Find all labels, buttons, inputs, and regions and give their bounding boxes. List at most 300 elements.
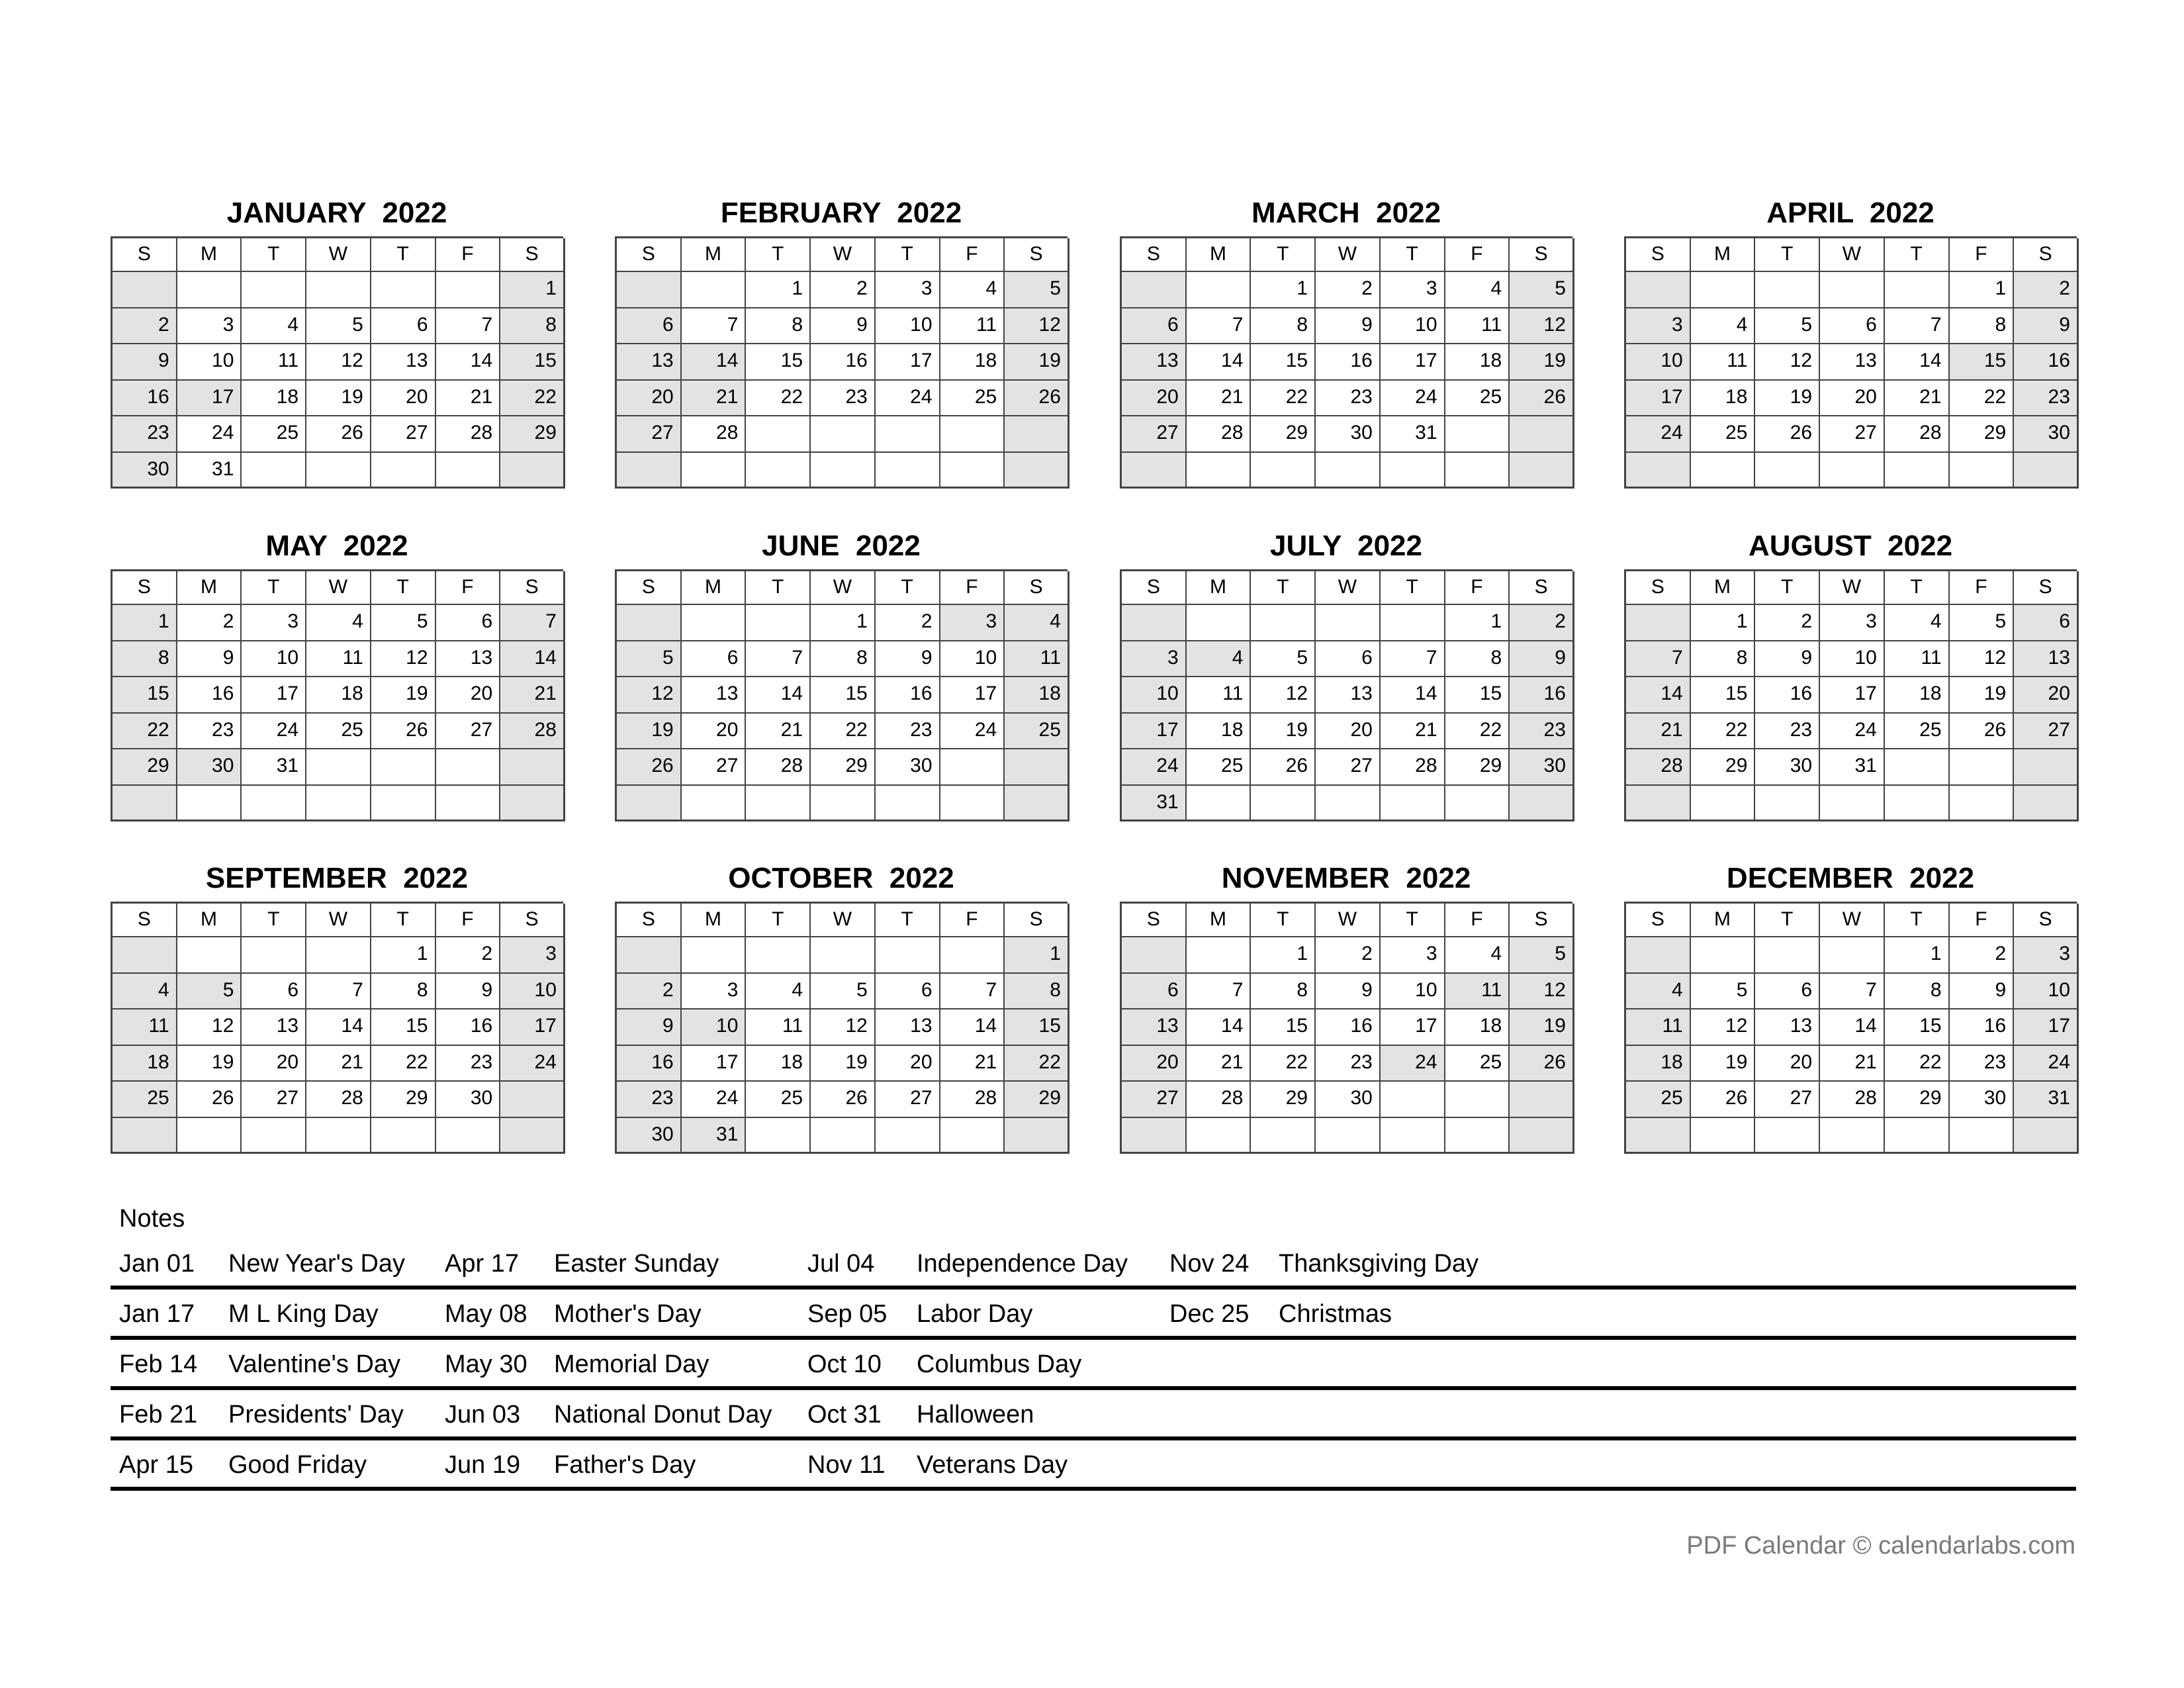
empty-day-cell <box>371 453 436 489</box>
day-cell: 28 <box>306 1082 371 1118</box>
empty-day-cell <box>1381 786 1445 822</box>
month-january <box>111 197 563 489</box>
day-cell: 10 <box>1381 308 1445 345</box>
day-cell: 24 <box>1381 1046 1445 1082</box>
empty-day-cell <box>876 786 940 822</box>
weekday-header: W <box>306 904 371 937</box>
holiday-name: Labor Day <box>917 1300 1033 1328</box>
weekday-header: T <box>746 904 811 937</box>
day-cell: 3 <box>1122 641 1187 678</box>
weekday-header: F <box>1950 904 2015 937</box>
empty-day-cell <box>1950 749 2015 786</box>
weekday-header: T <box>746 571 811 605</box>
day-cell: 21 <box>940 1046 1005 1082</box>
empty-day-cell <box>436 1118 501 1154</box>
weekday-header: M <box>1187 571 1251 605</box>
weekday-header: T <box>242 904 306 937</box>
day-cell: 17 <box>876 344 940 381</box>
empty-day-cell <box>1445 453 1510 489</box>
day-cell: 1 <box>811 605 876 641</box>
empty-day-cell <box>1005 786 1069 822</box>
weekday-header: S <box>500 571 565 605</box>
empty-day-cell <box>242 1118 306 1154</box>
empty-day-cell <box>876 937 940 974</box>
day-cell: 2 <box>1755 605 1820 641</box>
day-cell: 4 <box>242 308 306 345</box>
weekday-header: T <box>1381 904 1445 937</box>
day-cell: 24 <box>1381 381 1445 417</box>
day-cell: 27 <box>436 714 501 750</box>
day-cell: 5 <box>1691 974 1756 1010</box>
day-cell: 4 <box>1885 605 1950 641</box>
month-name: JUNE <box>762 530 840 562</box>
day-cell: 19 <box>1005 344 1069 381</box>
day-cell: 16 <box>811 344 876 381</box>
day-cell: 8 <box>1251 308 1316 345</box>
day-cell: 18 <box>1445 344 1510 381</box>
day-cell: 7 <box>1381 641 1445 678</box>
day-cell: 24 <box>177 416 242 453</box>
month-grid <box>1624 236 2077 489</box>
day-cell: 14 <box>1187 344 1251 381</box>
day-cell: 25 <box>1691 416 1756 453</box>
empty-day-cell <box>1316 1118 1381 1154</box>
day-cell: 19 <box>371 677 436 714</box>
day-cell: 1 <box>1691 605 1756 641</box>
day-cell: 8 <box>1950 308 2015 345</box>
month-year: 2022 <box>1376 197 1441 229</box>
day-cell: 15 <box>1885 1009 1950 1046</box>
empty-day-cell <box>1251 605 1316 641</box>
day-cell: 5 <box>811 974 876 1010</box>
day-cell: 28 <box>746 749 811 786</box>
day-cell: 20 <box>1820 381 1885 417</box>
month-title <box>615 862 1068 895</box>
month-september <box>111 862 563 1154</box>
day-cell: 28 <box>1187 416 1251 453</box>
day-cell: 8 <box>371 974 436 1010</box>
day-cell: 29 <box>500 416 565 453</box>
day-cell: 14 <box>500 641 565 678</box>
empty-day-cell <box>1005 416 1069 453</box>
day-cell: 20 <box>242 1046 306 1082</box>
day-cell: 8 <box>500 308 565 345</box>
empty-day-cell <box>306 453 371 489</box>
day-cell: 26 <box>1251 749 1316 786</box>
day-cell: 12 <box>1691 1009 1756 1046</box>
holiday-name: Columbus Day <box>917 1350 1082 1378</box>
weekday-header: T <box>1251 904 1316 937</box>
day-cell: 19 <box>811 1046 876 1082</box>
empty-day-cell <box>811 1118 876 1154</box>
day-cell: 11 <box>113 1009 177 1046</box>
day-cell: 10 <box>876 308 940 345</box>
day-cell: 16 <box>876 677 940 714</box>
holiday-name: M L King Day <box>228 1300 379 1328</box>
empty-day-cell <box>746 786 811 822</box>
day-cell: 13 <box>2014 641 2079 678</box>
empty-day-cell <box>1381 453 1445 489</box>
day-cell: 15 <box>1005 1009 1069 1046</box>
day-cell: 13 <box>876 1009 940 1046</box>
day-cell: 13 <box>436 641 501 678</box>
day-cell: 20 <box>1122 1046 1187 1082</box>
day-cell: 6 <box>1820 308 1885 345</box>
day-cell: 11 <box>1691 344 1756 381</box>
day-cell: 6 <box>682 641 747 678</box>
day-cell: 10 <box>940 641 1005 678</box>
day-cell: 26 <box>1510 381 1574 417</box>
empty-day-cell <box>1005 453 1069 489</box>
empty-day-cell <box>617 605 682 641</box>
day-cell: 14 <box>306 1009 371 1046</box>
day-cell: 24 <box>1122 749 1187 786</box>
month-grid <box>615 569 1068 821</box>
day-cell: 8 <box>811 641 876 678</box>
day-cell: 19 <box>1510 1009 1574 1046</box>
day-cell: 16 <box>2014 344 2079 381</box>
day-cell: 13 <box>1755 1009 1820 1046</box>
day-cell: 3 <box>682 974 747 1010</box>
weekday-header: W <box>811 904 876 937</box>
empty-day-cell <box>1187 453 1251 489</box>
month-may <box>111 530 563 821</box>
weekday-header: F <box>1445 904 1510 937</box>
day-cell: 19 <box>306 381 371 417</box>
day-cell: 4 <box>1691 308 1756 345</box>
month-grid <box>615 902 1068 1154</box>
weekday-header: F <box>1445 571 1510 605</box>
weekday-header: M <box>682 238 747 272</box>
day-cell: 10 <box>242 641 306 678</box>
day-cell: 13 <box>371 344 436 381</box>
weekday-header: T <box>876 904 940 937</box>
day-cell: 4 <box>940 272 1005 308</box>
weekday-header: M <box>1187 238 1251 272</box>
weekday-header: S <box>500 904 565 937</box>
day-cell: 6 <box>1122 974 1187 1010</box>
month-grid <box>1624 569 2077 821</box>
empty-day-cell <box>617 453 682 489</box>
day-cell: 26 <box>1755 416 1820 453</box>
day-cell: 22 <box>1691 714 1756 750</box>
empty-day-cell <box>1510 416 1574 453</box>
day-cell: 18 <box>746 1046 811 1082</box>
day-cell: 3 <box>1820 605 1885 641</box>
day-cell: 19 <box>1950 677 2015 714</box>
empty-day-cell <box>1626 1118 1691 1154</box>
holiday-entry <box>119 1349 400 1380</box>
day-cell: 2 <box>811 272 876 308</box>
footer-credit: PDF Calendar © calendarlabs.com <box>1686 1532 2075 1560</box>
day-cell: 11 <box>1187 677 1251 714</box>
day-cell: 21 <box>682 381 747 417</box>
weekday-header: T <box>371 571 436 605</box>
holiday-name: Good Friday <box>228 1451 367 1479</box>
empty-day-cell <box>1820 937 1885 974</box>
day-cell: 14 <box>1820 1009 1885 1046</box>
day-cell: 5 <box>177 974 242 1010</box>
day-cell: 22 <box>1005 1046 1069 1082</box>
day-cell: 2 <box>617 974 682 1010</box>
day-cell: 8 <box>1885 974 1950 1010</box>
day-cell: 5 <box>371 605 436 641</box>
empty-day-cell <box>682 937 747 974</box>
day-cell: 26 <box>1950 714 2015 750</box>
weekday-header: W <box>1316 238 1381 272</box>
day-cell: 26 <box>1005 381 1069 417</box>
day-cell: 27 <box>1316 749 1381 786</box>
day-cell: 8 <box>746 308 811 345</box>
weekday-header: S <box>617 904 682 937</box>
day-cell: 8 <box>113 641 177 678</box>
day-cell: 16 <box>1950 1009 2015 1046</box>
empty-day-cell <box>682 605 747 641</box>
day-cell: 9 <box>1950 974 2015 1010</box>
empty-day-cell <box>1626 605 1691 641</box>
day-cell: 3 <box>876 272 940 308</box>
empty-day-cell <box>876 1118 940 1154</box>
weekday-header: S <box>1122 904 1187 937</box>
weekday-header: M <box>177 571 242 605</box>
day-cell: 17 <box>1122 714 1187 750</box>
day-cell: 23 <box>2014 381 2079 417</box>
day-cell: 5 <box>1510 272 1574 308</box>
day-cell: 4 <box>1005 605 1069 641</box>
day-cell: 18 <box>940 344 1005 381</box>
empty-day-cell <box>436 272 501 308</box>
day-cell: 6 <box>1316 641 1381 678</box>
day-cell: 4 <box>1445 272 1510 308</box>
day-cell: 20 <box>1755 1046 1820 1082</box>
day-cell: 25 <box>940 381 1005 417</box>
empty-day-cell <box>811 453 876 489</box>
day-cell: 5 <box>617 641 682 678</box>
weekday-header: W <box>306 571 371 605</box>
day-cell: 26 <box>1691 1082 1756 1118</box>
empty-day-cell <box>1885 1118 1950 1154</box>
empty-day-cell <box>1691 453 1756 489</box>
day-cell: 25 <box>113 1082 177 1118</box>
month-march <box>1120 197 1572 489</box>
day-cell: 30 <box>617 1118 682 1154</box>
holiday-date: May 30 <box>445 1350 527 1378</box>
month-name: MAY <box>265 530 328 562</box>
day-cell: 24 <box>2014 1046 2079 1082</box>
month-year: 2022 <box>889 862 954 894</box>
day-cell: 25 <box>1005 714 1069 750</box>
day-cell: 21 <box>1626 714 1691 750</box>
day-cell: 25 <box>306 714 371 750</box>
weekday-header: W <box>1316 904 1381 937</box>
holiday-date: Apr 15 <box>119 1451 193 1479</box>
day-cell: 15 <box>1950 344 2015 381</box>
empty-day-cell <box>436 749 501 786</box>
holiday-name: Thanksgiving Day <box>1279 1250 1479 1278</box>
empty-day-cell <box>876 416 940 453</box>
weekday-header: F <box>436 904 501 937</box>
day-cell: 31 <box>242 749 306 786</box>
holiday-date: Jan 17 <box>119 1300 195 1328</box>
day-cell: 16 <box>1316 1009 1381 1046</box>
day-cell: 27 <box>876 1082 940 1118</box>
day-cell: 29 <box>1885 1082 1950 1118</box>
day-cell: 14 <box>682 344 747 381</box>
day-cell: 17 <box>2014 1009 2079 1046</box>
day-cell: 13 <box>242 1009 306 1046</box>
day-cell: 1 <box>1445 605 1510 641</box>
month-name: FEBRUARY <box>720 197 881 229</box>
day-cell: 10 <box>1820 641 1885 678</box>
day-cell: 11 <box>746 1009 811 1046</box>
empty-day-cell <box>1691 272 1756 308</box>
weekday-header: S <box>1122 571 1187 605</box>
empty-day-cell <box>1691 1118 1756 1154</box>
holiday-entry <box>1169 1248 1479 1279</box>
empty-day-cell <box>2014 786 2079 822</box>
day-cell: 27 <box>682 749 747 786</box>
month-title <box>1120 197 1572 230</box>
holiday-entry <box>445 1349 709 1380</box>
weekday-header: M <box>682 571 747 605</box>
empty-day-cell <box>1820 272 1885 308</box>
day-cell: 17 <box>1626 381 1691 417</box>
holiday-entry <box>445 1450 696 1480</box>
month-year: 2022 <box>343 530 408 562</box>
day-cell: 25 <box>1885 714 1950 750</box>
month-june <box>615 530 1068 821</box>
empty-day-cell <box>1005 749 1069 786</box>
weekday-header: S <box>500 238 565 272</box>
month-year: 2022 <box>1888 530 1953 562</box>
day-cell: 31 <box>2014 1082 2079 1118</box>
month-year: 2022 <box>1869 197 1934 229</box>
weekday-header: W <box>811 571 876 605</box>
day-cell: 17 <box>242 677 306 714</box>
month-february <box>615 197 1068 489</box>
day-cell: 27 <box>242 1082 306 1118</box>
month-name: MARCH <box>1251 197 1360 229</box>
day-cell: 19 <box>1251 714 1316 750</box>
holiday-entry <box>119 1299 379 1329</box>
day-cell: 7 <box>1626 641 1691 678</box>
day-cell: 28 <box>1820 1082 1885 1118</box>
day-cell: 1 <box>1950 272 2015 308</box>
weekday-header: M <box>177 904 242 937</box>
day-cell: 20 <box>436 677 501 714</box>
day-cell: 28 <box>1626 749 1691 786</box>
day-cell: 26 <box>811 1082 876 1118</box>
weekday-header: M <box>177 238 242 272</box>
day-cell: 4 <box>746 974 811 1010</box>
holiday-date: Sep 05 <box>807 1300 887 1328</box>
day-cell: 4 <box>113 974 177 1010</box>
day-cell: 12 <box>1755 344 1820 381</box>
day-cell: 12 <box>306 344 371 381</box>
day-cell: 27 <box>1755 1082 1820 1118</box>
day-cell: 31 <box>1820 749 1885 786</box>
day-cell: 21 <box>436 381 501 417</box>
empty-day-cell <box>1626 272 1691 308</box>
weekday-header: S <box>617 238 682 272</box>
day-cell: 11 <box>1445 974 1510 1010</box>
empty-day-cell <box>940 1118 1005 1154</box>
day-cell: 16 <box>113 381 177 417</box>
day-cell: 9 <box>876 641 940 678</box>
day-cell: 17 <box>500 1009 565 1046</box>
day-cell: 20 <box>1122 381 1187 417</box>
day-cell: 19 <box>1691 1046 1756 1082</box>
day-cell: 26 <box>177 1082 242 1118</box>
day-cell: 14 <box>940 1009 1005 1046</box>
notes-row <box>111 1239 2076 1289</box>
weekday-header: F <box>436 571 501 605</box>
empty-day-cell <box>1187 1118 1251 1154</box>
day-cell: 13 <box>682 677 747 714</box>
weekday-header: T <box>1381 571 1445 605</box>
day-cell: 12 <box>1251 677 1316 714</box>
weekday-header: T <box>1251 571 1316 605</box>
day-cell: 3 <box>242 605 306 641</box>
holiday-date: Oct 10 <box>807 1350 882 1378</box>
empty-day-cell <box>617 786 682 822</box>
empty-day-cell <box>306 937 371 974</box>
holiday-name: Valentine's Day <box>228 1350 401 1378</box>
empty-day-cell <box>1510 453 1574 489</box>
day-cell: 11 <box>1005 641 1069 678</box>
day-cell: 29 <box>113 749 177 786</box>
empty-day-cell <box>1885 749 1950 786</box>
day-cell: 23 <box>1755 714 1820 750</box>
day-cell: 27 <box>371 416 436 453</box>
weekday-header: S <box>113 238 177 272</box>
day-cell: 7 <box>682 308 747 345</box>
day-cell: 7 <box>1187 308 1251 345</box>
empty-day-cell <box>811 416 876 453</box>
empty-day-cell <box>500 1082 565 1118</box>
month-year: 2022 <box>1406 862 1471 894</box>
empty-day-cell <box>242 453 306 489</box>
month-grid <box>111 569 563 821</box>
weekday-header: T <box>1251 238 1316 272</box>
weekday-header: S <box>1122 238 1187 272</box>
empty-day-cell <box>500 453 565 489</box>
empty-day-cell <box>682 453 747 489</box>
day-cell: 29 <box>811 749 876 786</box>
day-cell: 23 <box>1950 1046 2015 1082</box>
weekday-header: S <box>1510 238 1574 272</box>
notes-row <box>111 1289 2076 1340</box>
empty-day-cell <box>1445 416 1510 453</box>
empty-day-cell <box>1755 937 1820 974</box>
day-cell: 23 <box>617 1082 682 1118</box>
holiday-entry <box>807 1450 1068 1480</box>
day-cell: 4 <box>1445 937 1510 974</box>
day-cell: 12 <box>371 641 436 678</box>
day-cell: 31 <box>682 1118 747 1154</box>
weekday-header: T <box>1885 571 1950 605</box>
day-cell: 10 <box>1122 677 1187 714</box>
month-name: AUGUST <box>1748 530 1872 562</box>
month-name: JANUARY <box>226 197 366 229</box>
day-cell: 5 <box>1950 605 2015 641</box>
weekday-header: W <box>1820 238 1885 272</box>
day-cell: 23 <box>1510 714 1574 750</box>
day-cell: 18 <box>1187 714 1251 750</box>
day-cell: 18 <box>1626 1046 1691 1082</box>
day-cell: 28 <box>940 1082 1005 1118</box>
day-cell: 8 <box>1005 974 1069 1010</box>
